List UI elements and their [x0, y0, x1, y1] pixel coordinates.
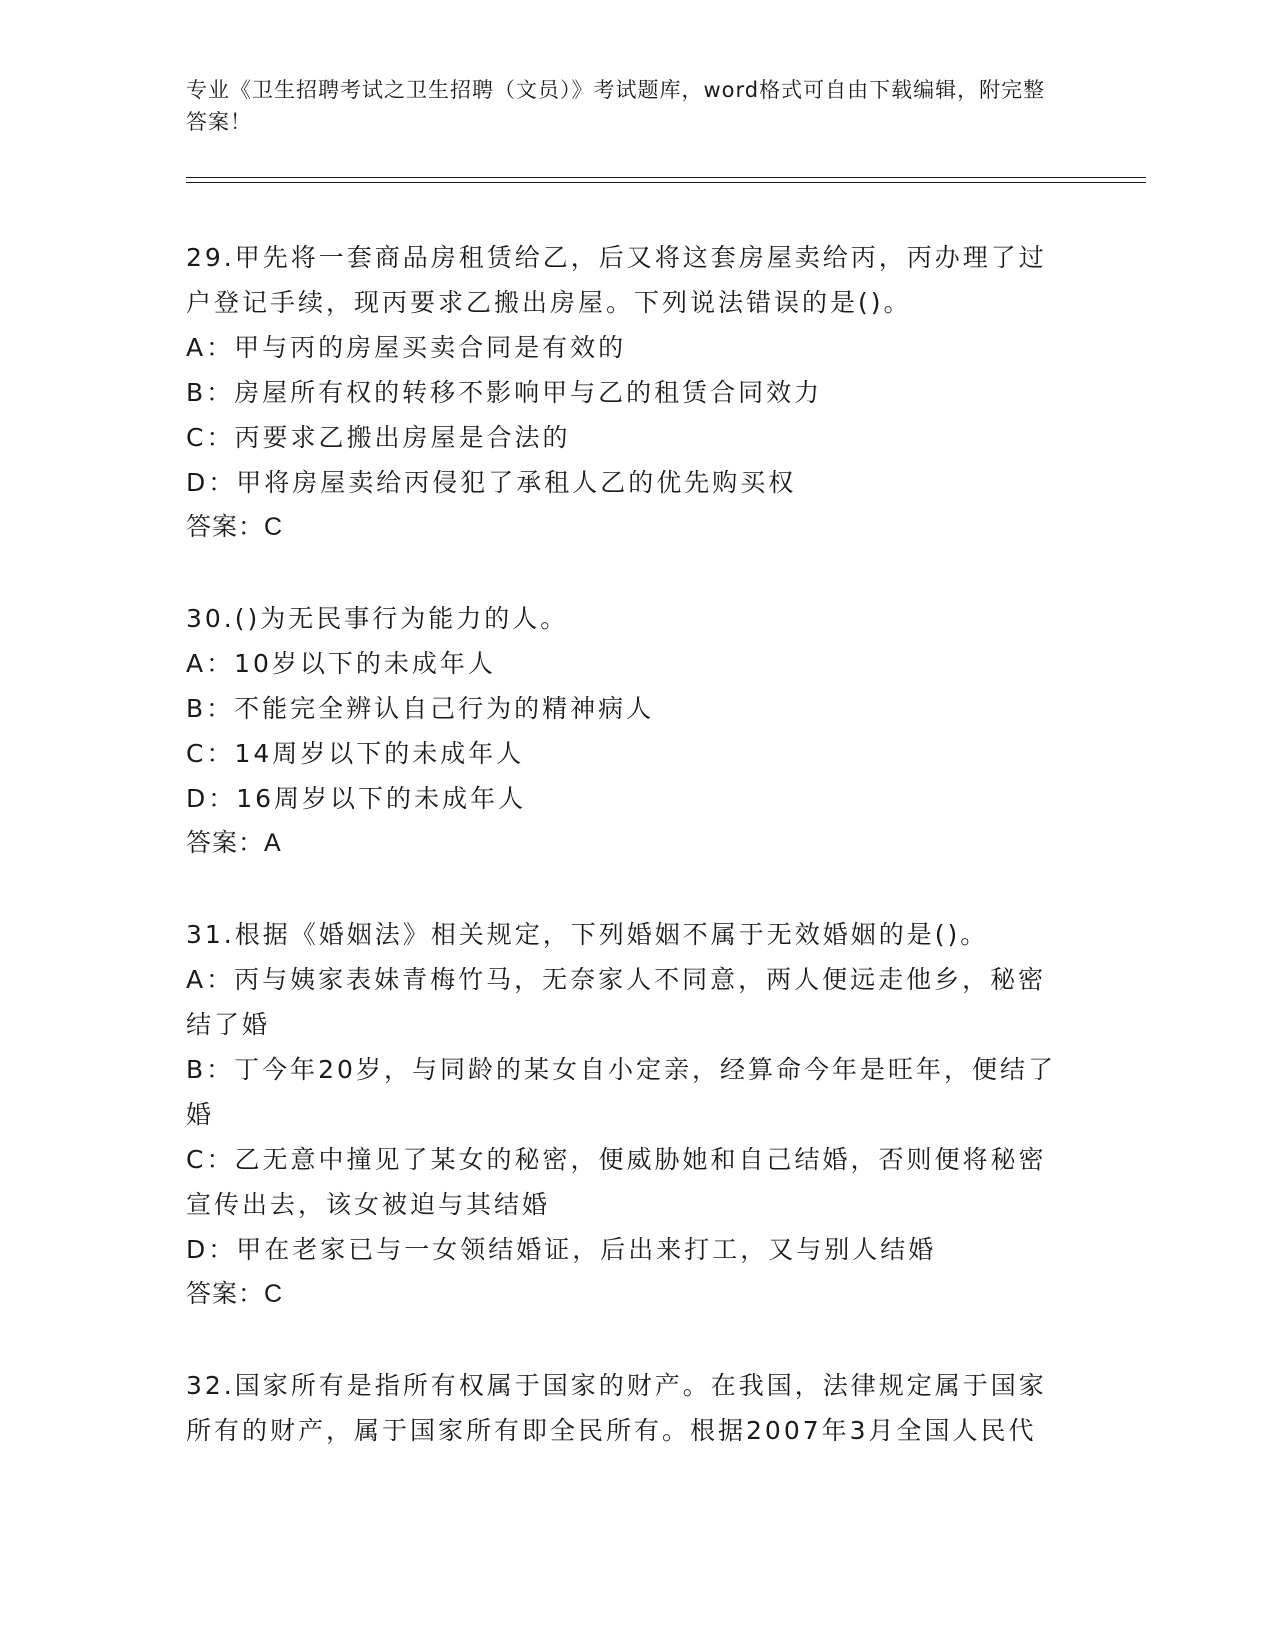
document-header: 专业《卫生招聘考试之卫生招聘（文员）》考试题库，word格式可自由下载编辑，附完整答案！	[186, 78, 1046, 134]
option-a: A：10岁以下的未成年人	[186, 649, 496, 678]
header-rule-bottom	[186, 182, 1146, 183]
answer-label: 答案：C	[186, 513, 284, 541]
option-b: B：房屋所有权的转移不影响甲与乙的租赁合同效力	[186, 378, 823, 407]
answer-label: 答案：C	[186, 1280, 284, 1308]
question-list	[186, 235, 1066, 1499]
option-c: C：14周岁以下的未成年人	[186, 739, 525, 768]
option-d: D：甲将房屋卖给丙侵犯了承租人乙的优先购买权	[186, 468, 797, 497]
question-stem: 29.甲先将一套商品房租赁给乙，后又将这套房屋卖给丙，丙办理了过户登记手续，现丙要求乙搬出房屋。下列说法错误的是()。	[186, 243, 1047, 317]
option-a: A：甲与丙的房屋买卖合同是有效的	[186, 333, 627, 362]
option-c: C：乙无意中撞见了某女的秘密，便威胁她和自己结婚，否则便将秘密宣传出去，该女被迫与其结婚	[186, 1145, 1047, 1219]
question-32	[186, 1363, 1066, 1453]
question-stem: 32.国家所有是指所有权属于国家的财产。在我国，法律规定属于国家所有的财产，属于国家所有即全民所有。根据2007年3月全国人民代	[186, 1371, 1047, 1445]
header-rule-top	[186, 177, 1146, 178]
question-30	[186, 596, 1066, 866]
option-d: D：甲在老家已与一女领结婚证，后出来打工，又与别人结婚	[186, 1235, 937, 1264]
question-31	[186, 912, 1066, 1317]
option-b: B：不能完全辨认自己行为的精神病人	[186, 694, 655, 723]
option-c: C：丙要求乙搬出房屋是合法的	[186, 423, 571, 452]
option-b: B：丁今年20岁，与同龄的某女自小定亲，经算命今年是旺年，便结了婚	[186, 1055, 1056, 1129]
answer-label: 答案：A	[186, 829, 282, 857]
option-d: D：16周岁以下的未成年人	[186, 784, 527, 813]
option-a: A：丙与姨家表妹青梅竹马，无奈家人不同意，两人便远走他乡，秘密结了婚	[186, 965, 1047, 1039]
question-stem: 30.()为无民事行为能力的人。	[186, 604, 569, 633]
question-stem: 31.根据《婚姻法》相关规定，下列婚姻不属于无效婚姻的是()。	[186, 920, 989, 949]
question-29	[186, 235, 1066, 550]
